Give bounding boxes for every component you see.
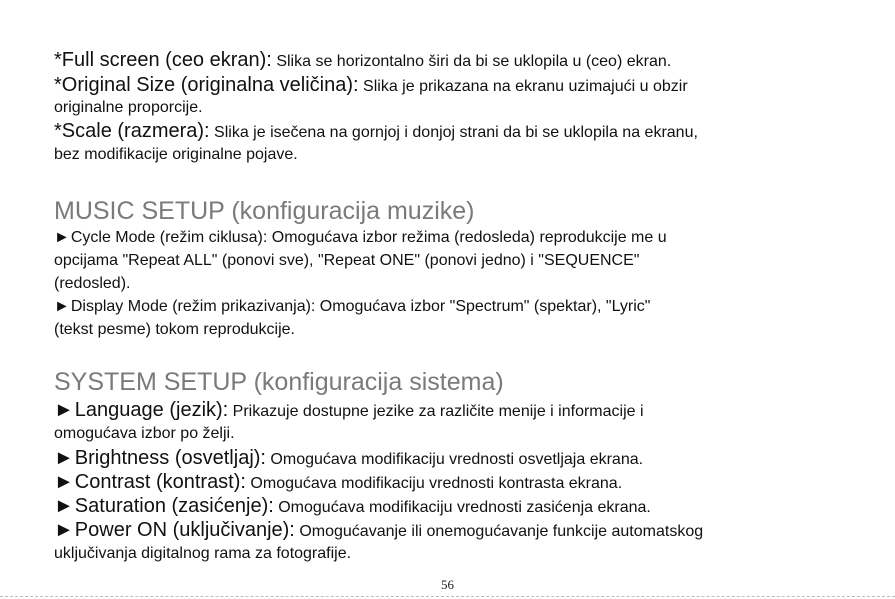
full-screen-term: *Full screen (ceo ekran): [54, 49, 272, 71]
scale-cont: bez modifikacije originalne pojave. [54, 146, 298, 163]
power-on-cont: uključivanja digitalnog rama za fotografije. [54, 545, 352, 562]
scale-line [54, 121, 698, 141]
scale-term: *Scale (razmera): [54, 120, 210, 142]
bottom-divider [0, 596, 895, 597]
original-size-line [54, 75, 688, 95]
music-setup-heading: MUSIC SETUP (konfiguracija muzike) [54, 197, 475, 225]
language-cont: omogućava izbor po želji. [54, 425, 235, 442]
saturation-term: Saturation (zasićenje): [74, 495, 274, 517]
language-term: Language (jezik): [74, 399, 229, 421]
scale-text: Slika je isečena na gornjoj i donjoj strani da bi se uklopila na ekranu, [209, 124, 698, 141]
bullet-triangle-icon: ► [54, 495, 74, 517]
cycle-mode-line3: (redosled). [54, 275, 131, 292]
display-mode-line2: (tekst pesme) tokom reprodukcije. [54, 321, 295, 338]
bullet-triangle-icon: ► [54, 447, 74, 469]
page-number: 56 [441, 577, 454, 592]
display-mode-text: Display Mode (režim prikazivanja): Omogućava izbor "Spectrum" (spektar), "Lyric" [70, 298, 651, 315]
cycle-mode-line1 [54, 230, 667, 246]
bullet-triangle-icon: ► [54, 471, 74, 493]
original-size-text: Slika je prikazana na ekranu uzimajući u obzir [358, 78, 688, 95]
language-text: Prikazuje dostupne jezike za različite menije i informacije i [228, 403, 644, 420]
full-screen-text: Slika se horizontalno širi da bi se uklopila u (ceo) ekran. [271, 53, 672, 70]
power-on-term: Power ON (uključivanje): [74, 519, 295, 541]
bullet-triangle-icon: ► [54, 298, 70, 315]
full-screen-line [54, 50, 671, 70]
contrast-term: Contrast (kontrast): [74, 471, 246, 493]
brightness-text: Omogućava modifikaciju vrednosti osvetljaja ekrana. [265, 451, 644, 468]
bullet-triangle-icon: ► [54, 519, 74, 541]
bullet-triangle-icon: ► [54, 229, 70, 246]
original-size-cont: originalne proporcije. [54, 99, 203, 116]
power-on-text: Omogućavanje ili onemogućavanje funkcije automatskog [294, 523, 704, 540]
power-on-line [54, 520, 703, 540]
display-mode-line1 [54, 299, 650, 315]
saturation-line [54, 496, 651, 516]
saturation-text: Omogućava modifikaciju vrednosti zasićenja ekrana. [273, 499, 651, 516]
cycle-mode-line2: opcijama "Repeat ALL" (ponovi sve), "Repeat ONE" (ponovi jedno) i "SEQUENCE" [54, 252, 640, 269]
brightness-term: Brightness (osvetljaj): [74, 447, 266, 469]
cycle-mode-text: Cycle Mode (režim ciklusa): Omogućava izbor režima (redosleda) reprodukcije me u [70, 229, 667, 246]
contrast-line [54, 472, 622, 492]
bullet-triangle-icon: ► [54, 399, 74, 421]
language-line [54, 400, 644, 420]
original-size-term: *Original Size (originalna veličina): [54, 74, 359, 96]
contrast-text: Omogućava modifikaciju vrednosti kontrasta ekrana. [245, 475, 623, 492]
system-setup-heading: SYSTEM SETUP (konfiguracija sistema) [54, 368, 504, 396]
brightness-line [54, 448, 643, 468]
